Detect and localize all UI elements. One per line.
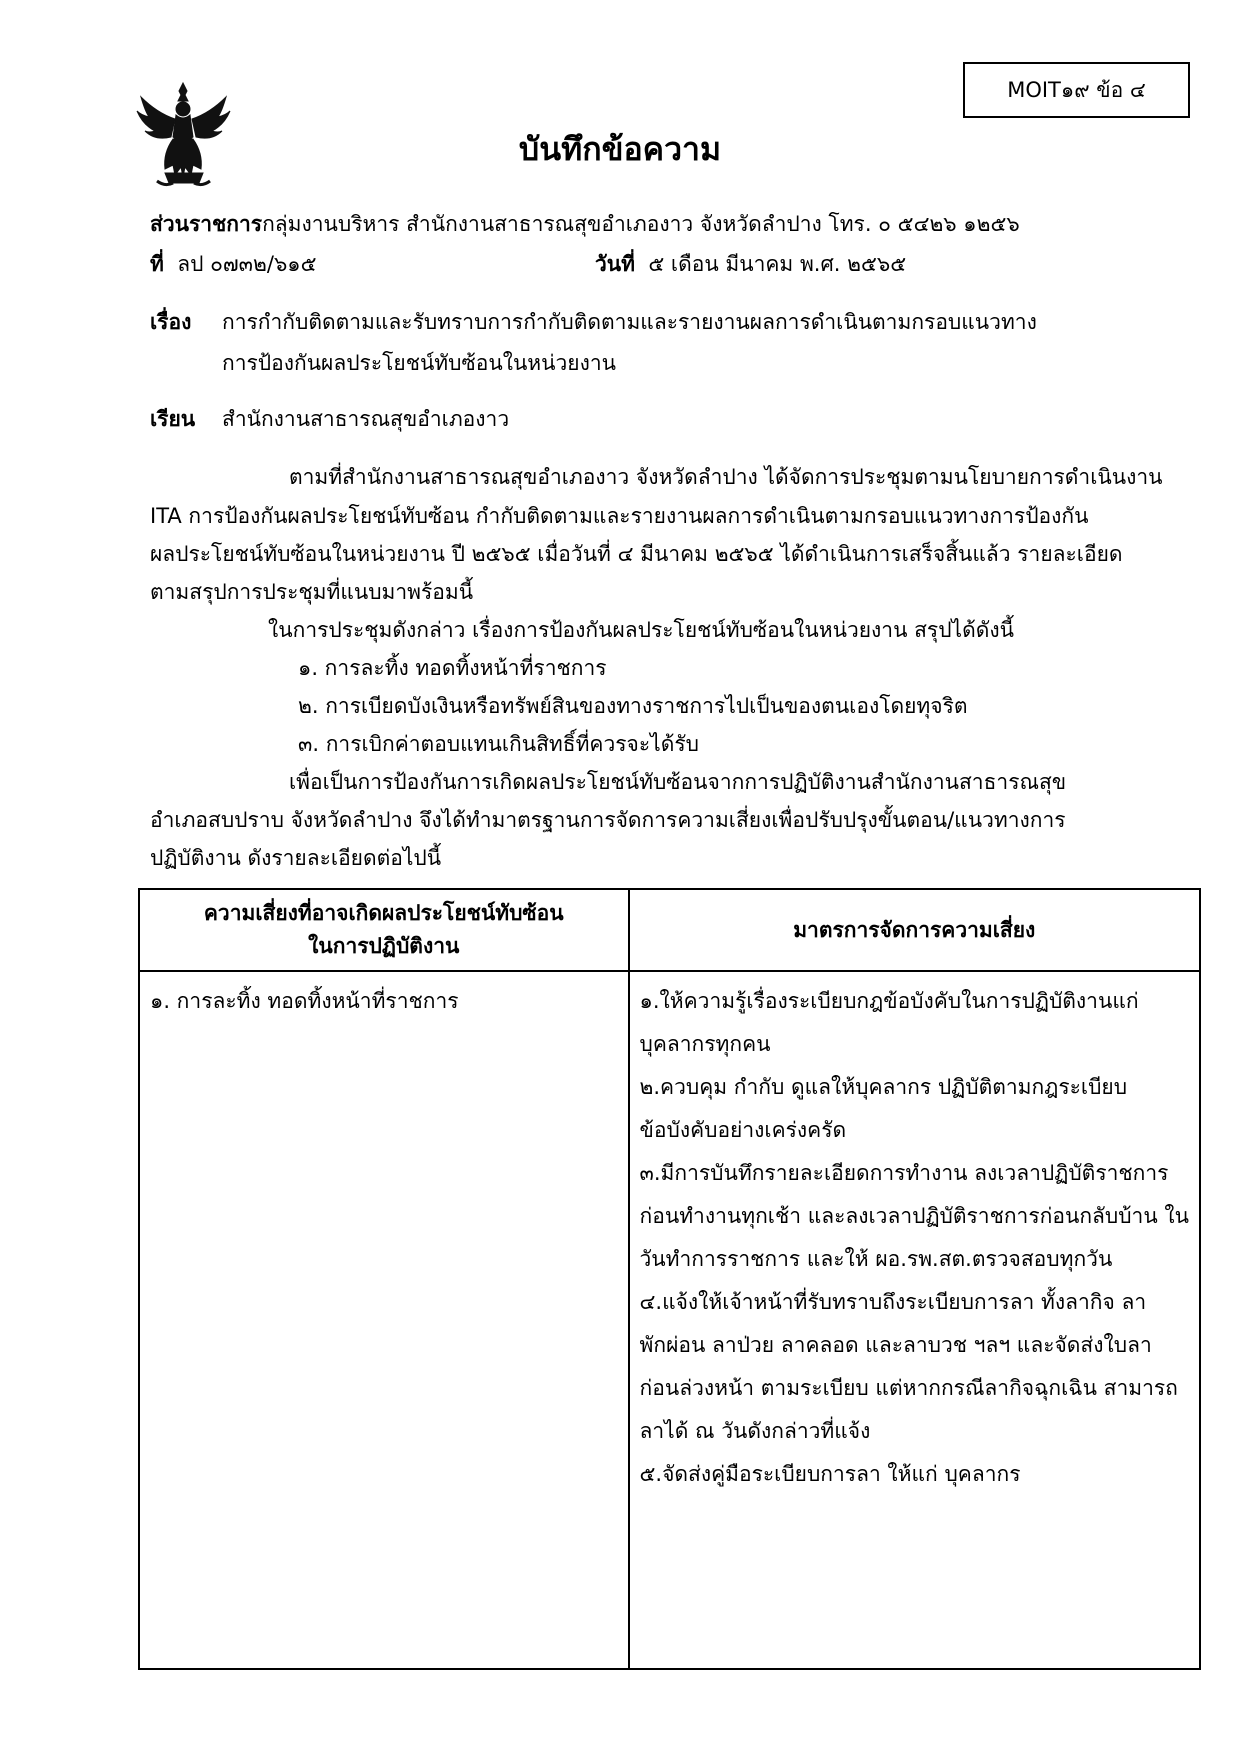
paragraph-1-line-3: ผลประโยชน์ทับซ้อนในหน่วยงาน ปี ๒๕๖๕ เมื่อวันที่ ๔ มีนาคม ๒๕๖๕ ได้ดำเนินการเสร็จสิ้นแล้ว รายละเอียด	[150, 542, 1123, 566]
list-item: ๒. การเบียดบังเงินหรือทรัพย์สินของทางราชการไปเป็นของตนเองโดยทุจริต	[298, 694, 968, 718]
table-row	[139, 971, 1200, 1669]
paragraph-2: ในการประชุมดังกล่าว เรื่องการป้องกันผลประโยชน์ทับซ้อนในหน่วยงาน สรุปได้ดังนี้	[268, 618, 1014, 642]
measure-line: ๔.แจ้งให้เจ้าหน้าที่รับทราบถึงระเบียบการลา ทั้งลากิจ ลา	[639, 1290, 1147, 1314]
measure-line: ๑.ให้ความรู้เรื่องระเบียบกฎข้อบังคับในการปฏิบัติงานแก่	[639, 989, 1139, 1013]
measure-line: ๒.ควบคุม กำกับ ดูแลให้บุคลากร ปฏิบัติตามกฎระเบียบ	[639, 1075, 1128, 1099]
reference-value: ลป ๐๗๓๒/๖๑๕	[177, 252, 317, 276]
agency-label: ส่วนราชการ	[150, 212, 263, 236]
measure-line: ข้อบังคับอย่างเคร่งครัด	[639, 1118, 847, 1142]
measure-line: ๕.จัดส่งคู่มือระเบียบการลา ให้แก่ บุคลากร	[639, 1462, 1021, 1486]
agency-value: กลุ่มงานบริหาร สำนักงานสาธารณสุขอำเภองาว จังหวัดลำปาง โทร. ๐ ๕๔๒๖ ๑๒๕๖	[262, 212, 1020, 236]
reference-label: ที่	[150, 252, 164, 276]
paragraph-1-line-2: ITA การป้องกันผลประโยชน์ทับซ้อน กำกับติดตามและรายงานผลการดำเนินตามกรอบแนวทางการป้องกัน	[150, 504, 1089, 528]
subject-label: เรื่อง	[150, 310, 192, 334]
to-value: สำนักงานสาธารณสุขอำเภองาว	[222, 407, 510, 431]
paragraph-1-line-1: ตามที่สำนักงานสาธารณสุขอำเภองาว จังหวัดลำปาง ได้จัดการประชุมตามนโยบายการดำเนินงาน	[289, 465, 1163, 489]
date-label: วันที่	[595, 252, 635, 276]
date-value: ๕ เดือน มีนาคม พ.ศ. ๒๕๖๕	[648, 252, 907, 276]
paragraph-3-line-1: เพื่อเป็นการป้องกันการเกิดผลประโยชน์ทับซ้อนจากการปฏิบัติงานสำนักงานสาธารณสุข	[289, 770, 1067, 794]
measure-line: บุคลากรทุกคน	[639, 1032, 771, 1056]
memo-title: บันทึกข้อความ	[518, 130, 722, 168]
agency-line	[150, 208, 1020, 241]
list-item: ๑. การละทิ้ง ทอดทิ้งหน้าที่ราชการ	[298, 656, 607, 680]
paragraph-3-line-2: อำเภอสบปราบ จังหวัดลำปาง จึงได้ทำมาตรฐานการจัดการความเสี่ยงเพื่อปรับปรุงขั้นตอน/แนวทางการ	[150, 808, 1066, 832]
to-label: เรียน	[150, 407, 196, 431]
measure-line: วันทำการราชการ และให้ ผอ.รพ.สต.ตรวจสอบทุกวัน	[639, 1247, 1113, 1271]
paragraph-1-line-4: ตามสรุปการประชุมที่แนบมาพร้อมนี้	[150, 580, 474, 604]
measure-line: ๓.มีการบันทึกรายละเอียดการทำงาน ลงเวลาปฏิบัติราชการ	[639, 1161, 1169, 1185]
date-line	[595, 248, 906, 281]
subject-line-2: การป้องกันผลประโยชน์ทับซ้อนในหน่วยงาน	[222, 351, 617, 375]
subject-line-1: การกำกับติดตามและรับทราบการกำกับติดตามและรายงานผลการดำเนินตามกรอบแนวทาง	[222, 310, 1037, 334]
table-header-row	[139, 889, 1200, 971]
header-risk-line-2: ในการปฏิบัติงาน	[308, 934, 460, 958]
paragraph-3-line-3: ปฏิบัติงาน ดังรายละเอียดต่อไปนี้	[150, 846, 442, 870]
header-risk	[139, 889, 629, 971]
measure-line: ก่อนล่วงหน้า ตามระเบียบ แต่หากกรณีลากิจฉุกเฉิน สามารถ	[639, 1376, 1178, 1400]
measures-cell	[629, 971, 1200, 1669]
reference-line	[150, 248, 317, 281]
measure-line: พักผ่อน ลาป่วย ลาคลอด และลาบวช ฯลฯ และจัดส่งใบลา	[639, 1333, 1152, 1357]
measure-line: ก่อนทำงานทุกเช้า และลงเวลาปฏิบัติราชการก่อนกลับบ้าน ใน	[639, 1204, 1189, 1228]
list-item: ๓. การเบิกค่าตอบแทนเกินสิทธิ์ที่ควรจะได้รับ	[298, 732, 699, 756]
risk-measures-table	[138, 888, 1201, 1670]
form-code-box: MOIT๑๙ ข้อ ๔	[963, 62, 1190, 118]
risk-cell: ๑. การละทิ้ง ทอดทิ้งหน้าที่ราชการ	[139, 971, 629, 1669]
header-measures: มาตรการจัดการความเสี่ยง	[629, 889, 1200, 971]
measure-line: ลาได้ ณ วันดังกล่าวที่แจ้ง	[639, 1419, 871, 1443]
header-risk-line-1: ความเสี่ยงที่อาจเกิดผลประโยชน์ทับซ้อน	[203, 901, 564, 925]
